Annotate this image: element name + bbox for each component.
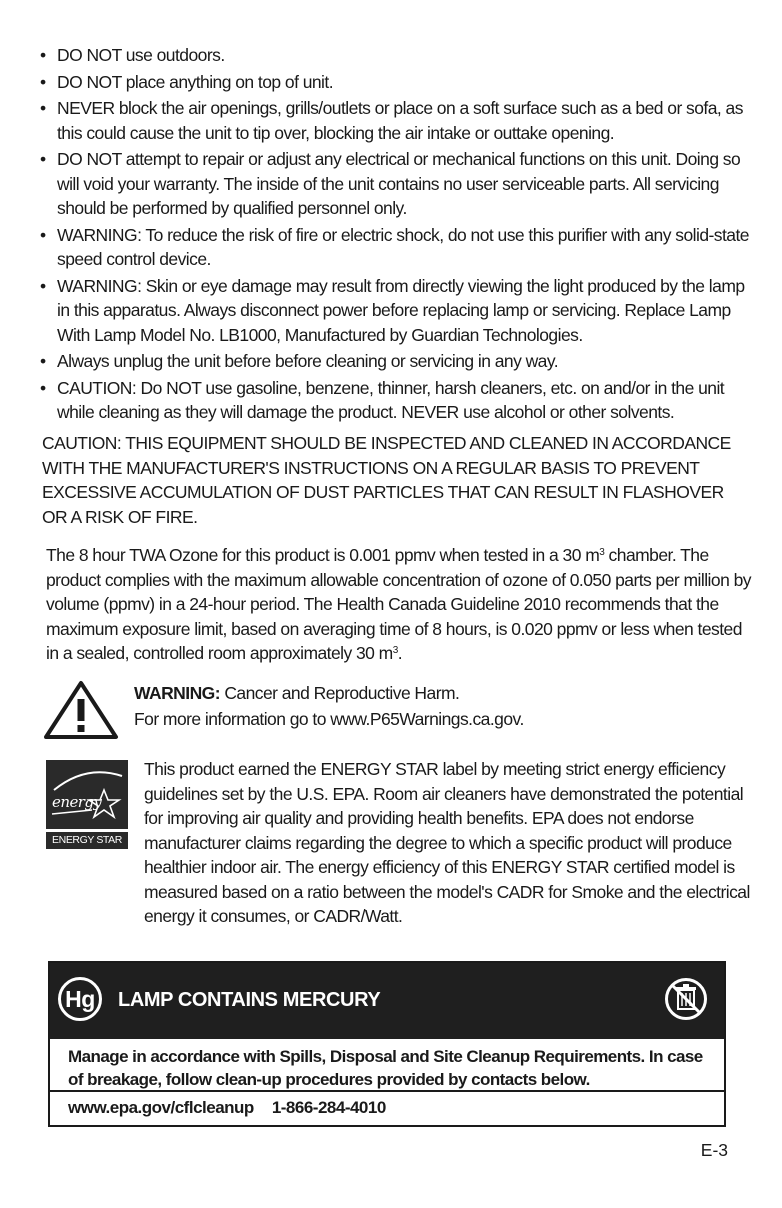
bullet-text: WARNING: To reduce the risk of fire or electric shock, do not use this purifier with any solid-state speed control device. [57,224,749,269]
ozone-superscript-1: 3 [599,547,605,558]
mercury-divider [50,1090,724,1092]
bullet-dot: • [40,45,46,65]
energy-star-label: ENERGY STAR [46,832,128,849]
energy-star-script: energy [52,793,102,811]
bullet-dot: • [40,149,46,169]
mercury-website-link[interactable]: www.epa.gov/cflcleanup [68,1098,254,1117]
mercury-instructions: Manage in accordance with Spills, Disposal and Site Cleanup Requirements. In case of breakage, follow clean-up procedures provided by contacts below. [68,1047,703,1089]
mercury-notice-box [48,961,726,1127]
ozone-superscript-2: 3 [392,645,398,656]
bullet-dot: • [40,275,46,296]
prop65-more-info: For more information go to www.P65Warnings.ca.gov. [134,709,524,729]
bullet-dot: • [40,98,46,118]
mercury-contacts [68,1098,404,1118]
bullet-dot: • [40,377,46,398]
bullet-dot: • [40,224,46,245]
energy-star-logo-graphic [46,760,128,829]
bullet-item [40,96,750,145]
bullet-text: NEVER block the air openings, grills/outlets or place on a soft surface such as a bed or sofa, as this could cause the unit to tip over, blocking the air intake or outtake opening. [57,98,743,143]
bullet-dot: • [40,71,46,92]
bullet-item [40,274,750,348]
ozone-paragraph [46,543,752,666]
bullet-item [40,70,750,95]
bullet-text: Always unplug the unit before before cleaning or servicing in any way. [57,351,559,371]
ozone-text-1: The 8 hour TWA Ozone for this product is 0.001 ppmv when tested in a 30 m [46,545,600,565]
bullet-text: DO NOT place anything on top of unit. [57,71,334,92]
no-trash-bin-icon [664,977,708,1021]
bullet-text: DO NOT use outdoors. [57,45,225,65]
caution-caps-paragraph: CAUTION: THIS EQUIPMENT SHOULD BE INSPECTED AND CLEANED IN ACCORDANCE WITH THE MANUFACTURER'S INSTRUCTIONS ON A REGULAR BASIS TO PREVENT EXCESSIVE ACCUMULATION OF DUST PARTICLES THAT CAN RESULT IN FLASHOVER OR A RISK OF FIRE. [42,433,731,527]
mercury-phone: 1-866-284-4010 [271,1098,386,1117]
mercury-title: LAMP CONTAINS MERCURY [118,989,381,1011]
safety-bullet-list [40,43,750,427]
bullet-text: DO NOT attempt to repair or adjust any electrical or mechanical functions on this unit. Doing so will void your warranty. The inside of the unit contains no user serviceable parts. All servicing should be performed by qualified personnel only. [57,149,741,218]
warning-triangle-icon [42,679,120,741]
mercury-banner [50,963,724,1039]
energy-star-logo [46,760,128,848]
bullet-item [40,147,750,221]
prop65-warning [42,679,742,739]
ozone-text-2: chamber. The product complies with the maximum allowable concentration of ozone of 0.050 parts per million by volume (ppmv) in a 24-hour period. The Health Canada Guideline 2010 recommends that the maximum exposure limit, based on averaging time of 8 hours, is 0.020 ppmv or less when tested in a sealed, controlled room approximately 30 m [46,545,751,663]
mercury-hg-icon: Hg [58,977,102,1021]
bullet-text: WARNING: Skin or eye damage may result from directly viewing the light produced by the lamp in this apparatus. Always disconnect power before replacing lamp or servicing. Replace Lamp With Lamp Model No. LB1000, Manufactured by Guardian Technologies. [57,275,745,345]
prop65-text: Cancer and Reproductive Harm. [220,683,460,703]
bullet-item [40,376,750,425]
bullet-item [40,223,750,272]
prop65-label: WARNING: [134,683,221,703]
bullet-text: CAUTION: Do NOT use gasoline, benzene, thinner, harsh cleaners, etc. on and/or in the unit while cleaning as they will damage the product. NEVER use alcohol or other solvents. [57,377,725,422]
bullet-item [40,43,750,68]
energy-star-text: This product earned the ENERGY STAR label by meeting strict energy efficiency guidelines set by the U.S. EPA. Room air cleaners have demonstrated the potential for improving air quality and providing health benefits. EPA does not endorse manufacturer claims regarding the degree to which a specific product will produce healthier indoor air. The energy efficiency of this ENERGY STAR certified model is measured based on a ratio between the model's CADR for Smoke and the electrical energy it consumes, or CADR/Watt. [144,759,750,926]
bullet-item [40,349,750,374]
prop65-line [134,681,459,706]
ozone-text-end: . [397,643,403,663]
bullet-dot: • [40,351,46,371]
page-number: E-3 [700,1140,728,1160]
energy-star-icon [46,760,128,829]
